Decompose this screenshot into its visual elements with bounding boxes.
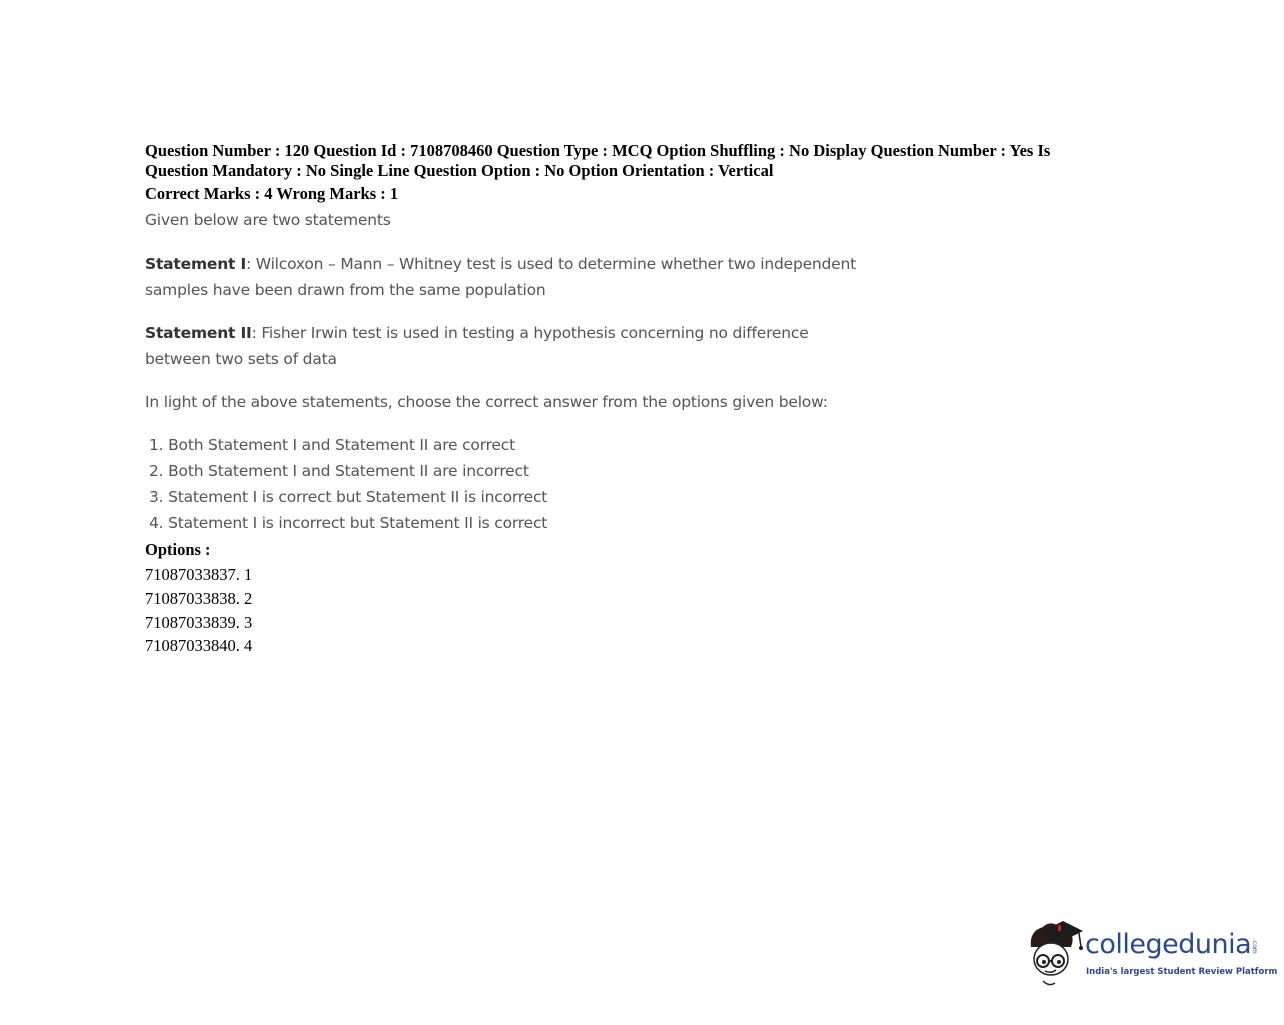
answer-choice: 1. Both Statement I and Statement II are correct — [149, 436, 515, 454]
options-heading: Options : — [145, 540, 211, 559]
answer-choices — [149, 432, 547, 536]
statement-1-continued: samples have been drawn from the same population — [145, 281, 546, 299]
option-ids — [145, 563, 252, 658]
answer-choice: 3. Statement I is correct but Statement II is incorrect — [149, 488, 548, 506]
metadata-line-2: Question Mandatory : No Single Line Question Option : No Option Orientation : Vertical — [145, 160, 774, 180]
statement-2 — [145, 320, 809, 346]
statement-2-continued: between two sets of data — [145, 350, 337, 368]
collegedunia-logo — [1025, 917, 1278, 989]
statement-1 — [145, 251, 856, 277]
statement-1-text: : Wilcoxon – Mann – Whitney test is used to determine whether two independent — [246, 255, 857, 273]
statement-2-label: Statement II — [145, 324, 252, 342]
option-id: 71087033840. 4 — [145, 636, 253, 656]
question-prompt: In light of the above statements, choose the correct answer from the options given below: — [145, 393, 828, 411]
option-id: 71087033837. 1 — [145, 565, 253, 584]
mascot-graduate-icon — [1025, 917, 1087, 989]
question-intro: Given below are two statements — [145, 211, 391, 229]
option-id: 71087033838. 2 — [145, 588, 253, 608]
logo-wordmark: collegedunia — [1085, 929, 1252, 960]
option-id: 71087033839. 3 — [145, 612, 253, 632]
question-metadata — [145, 141, 1145, 180]
logo-domain-suffix: .com — [1251, 939, 1258, 954]
metadata-line-1: Question Number : 120 Question Id : 7108708460 Question Type : MCQ Option Shuffling : No Display Question Number : Yes Is — [145, 141, 1051, 160]
statement-1-label: Statement I — [145, 255, 247, 273]
answer-choice: 2. Both Statement I and Statement II are incorrect — [149, 462, 529, 480]
marks-info: Correct Marks : 4 Wrong Marks : 1 — [145, 184, 399, 203]
answer-choice: 4. Statement I is incorrect but Statement II is correct — [149, 514, 548, 532]
statement-2-text: : Fisher Irwin test is used in testing a hypothesis concerning no difference — [251, 324, 809, 342]
logo-tagline: India's largest Student Review Platform — [1086, 967, 1278, 977]
